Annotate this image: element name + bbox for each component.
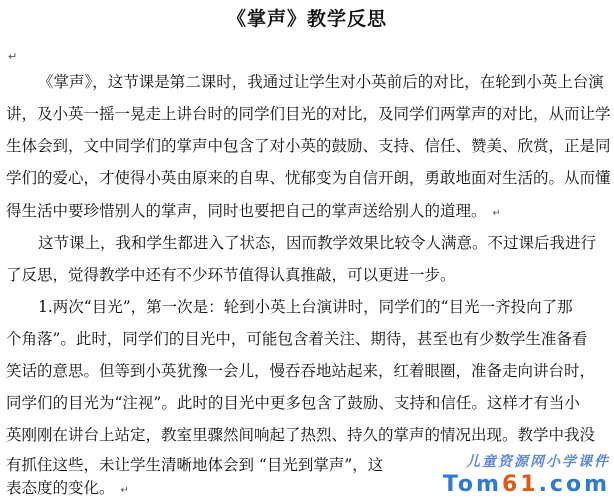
text-line-4: 学们的爱心，才使得小英由原来的自卑、忧郁变为自信开朗，勇敢地面对生活的。从而懂: [6, 169, 611, 187]
text-line-7: 了反思，觉得教学中还有不少环节值得认真推敲，可以更进一步。: [6, 266, 456, 284]
paragraph-mark: ↵: [492, 208, 501, 219]
document-title: 《掌声》教学反思: [226, 8, 387, 30]
text-line-8: 1.两次“目光”，第一次是：轮到小英上台演讲时，同学们的“目光一齐投向了那: [38, 298, 573, 316]
text-line-5-text: 得生活中要珍惜别人的掌声，同时也要把自己的掌声送给别人的道理。: [6, 202, 487, 220]
site-watermark: [402, 451, 610, 497]
text-line-11: 同学们的目光为“注视”。此时的目光中更多包含了鼓励、支持和信任。这样才有当小: [6, 394, 580, 412]
paragraph-mark: ↵: [120, 485, 129, 496]
text-line-10: 笑话的意思。但等到小英犹豫一会儿，慢吞吞地站起来，红着眼圈，准备走向讲台时，: [6, 362, 596, 380]
watermark-caption: 儿童资源网小学课件: [466, 454, 610, 470]
text-line-14-text: 表态度的变化。: [6, 479, 115, 497]
text-line-9: 个角落”。此时，同学们的目光中，可能包含着关注、期待，甚至也有少数学生准备看: [6, 330, 588, 348]
watermark-logo: Tom61.com: [442, 472, 610, 497]
text-line-2: 讲，及小英一摇一晃走上讲台时的同学们目光的对比，及同学们两掌声的对比，从而让学: [6, 105, 611, 123]
text-line-3: 生体会到，文中同学们的掌声中包含了对小英的鼓励、支持、信任、赞美、欣赏，正是同: [6, 137, 611, 155]
text-line-14: [6, 478, 129, 499]
text-line-12: 英刚刚在讲台上站定，教室里骤然间响起了热烈、持久的掌声的情况出现。教学中我没: [6, 426, 596, 444]
paragraph-mark: ↵: [8, 50, 18, 63]
text-line-13: 有抓住这些，未让学生清晰地体会到 “目光到掌声”，这: [6, 456, 384, 474]
text-line-6: 这节课上，我和学生都进入了状态，因而教学效果比较令人满意。不过课后我进行: [38, 234, 597, 252]
text-line-5: [6, 201, 501, 224]
text-line-1: 《掌声》，这节课是第二课时，我通过让学生对小英前后的对比，在轮到小英上台演: [38, 73, 604, 91]
